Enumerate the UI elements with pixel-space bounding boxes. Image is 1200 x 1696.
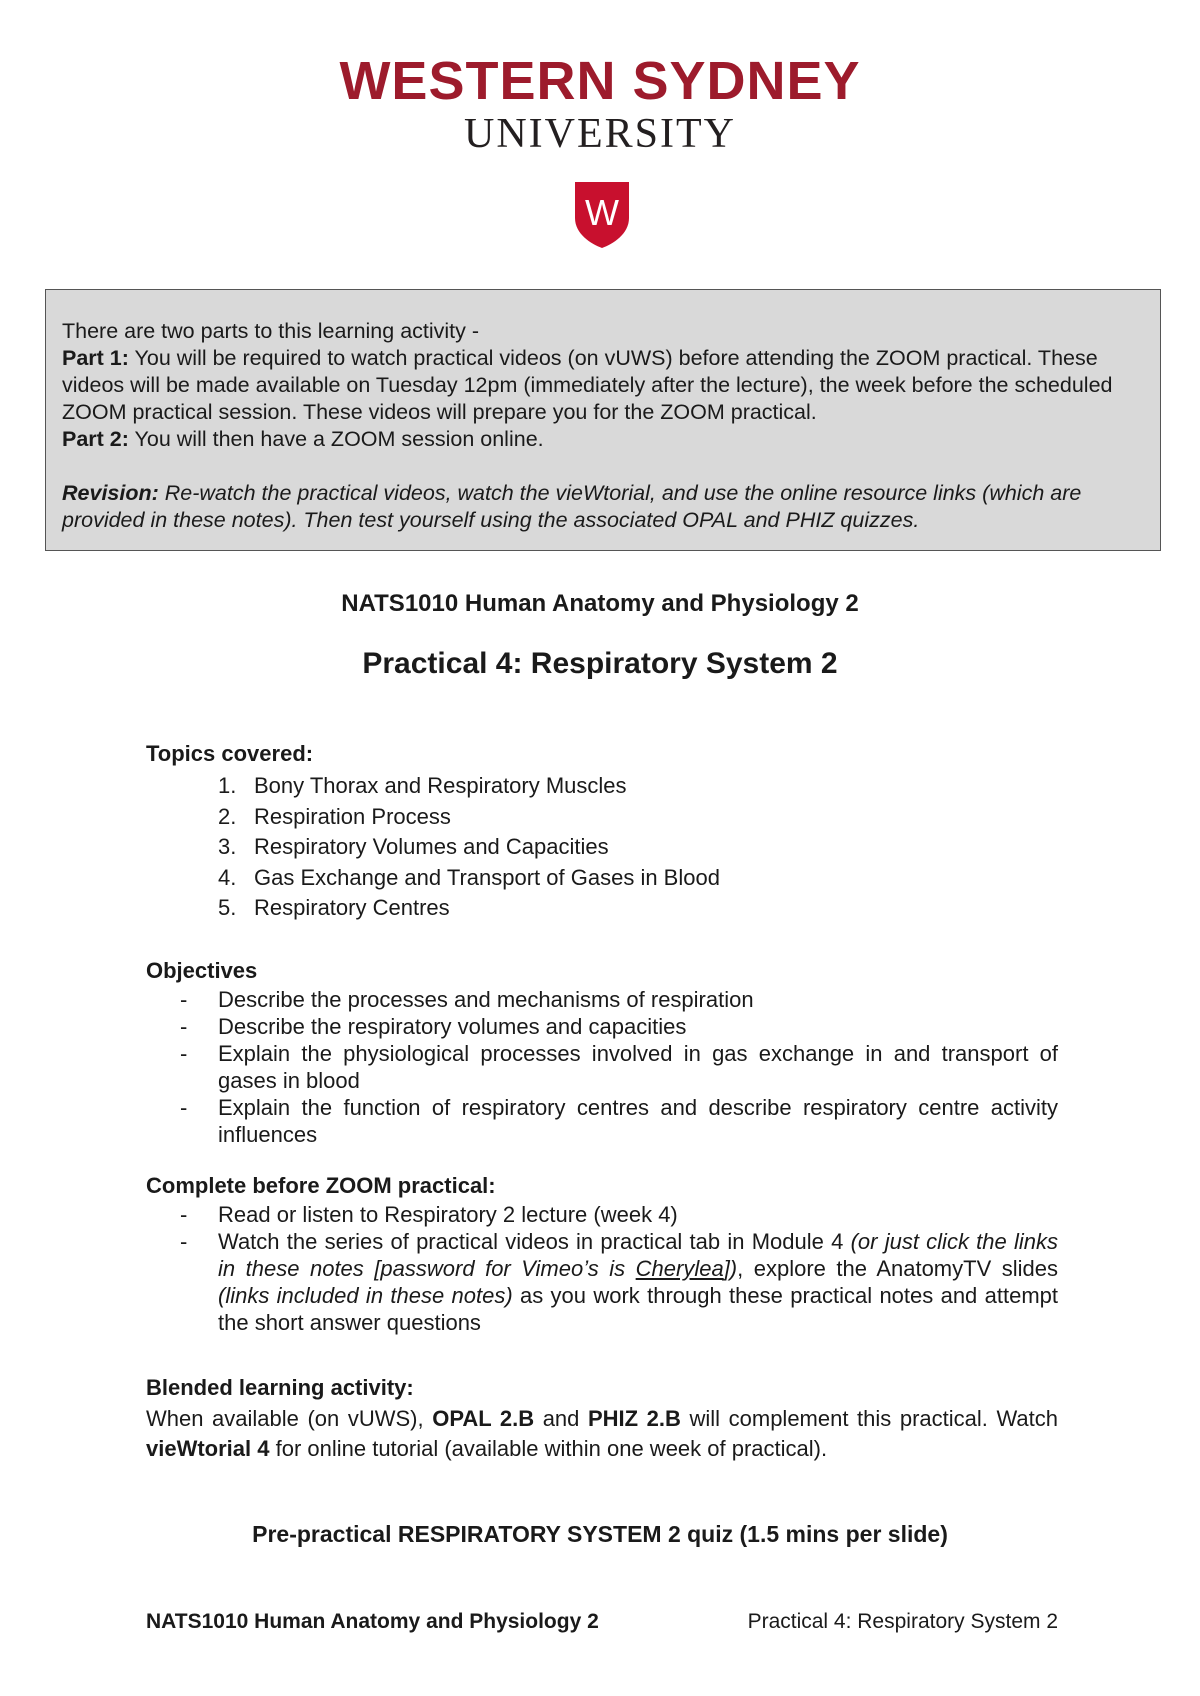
blended-text: When available (on vUWS), OPAL 2.B and PHIZ 2.B will complement this practical. Watch vieWtorial 4 for online tutorial (available within one week of practical). bbox=[146, 1406, 1058, 1461]
part2-label: Part 2: bbox=[62, 427, 129, 451]
list-item: 4. Gas Exchange and Transport of Gases in Blood bbox=[218, 864, 720, 890]
practical-title: Practical 4: Respiratory System 2 bbox=[362, 647, 838, 680]
objectives-list bbox=[146, 986, 1058, 1148]
list-item: - Watch the series of practical videos in practical tab in Module 4 (or just click the links in these notes [password for Vimeo’s is Cherylea]), explore the AnatomyTV slides (links included in these notes) as you work through these practical notes and attempt the short answer questions bbox=[180, 1229, 1059, 1335]
part2-text: You will then have a ZOOM session online. bbox=[128, 427, 544, 451]
list-item: - Explain the physiological processes involved in gas exchange in and transport of gases in blood bbox=[180, 1041, 1058, 1093]
objectives-section bbox=[146, 957, 1058, 1148]
notice-revision bbox=[62, 480, 1144, 534]
list-item: 3. Respiratory Volumes and Capacities bbox=[218, 834, 609, 859]
blended-heading: Blended learning activity: bbox=[146, 1375, 414, 1400]
topics-list bbox=[146, 771, 1058, 924]
part1-label: Part 1: bbox=[62, 346, 129, 370]
blended-section bbox=[146, 1374, 1058, 1464]
notice-part2 bbox=[62, 426, 1144, 453]
topics-section bbox=[146, 740, 1058, 924]
course-title: NATS1010 Human Anatomy and Physiology 2 bbox=[341, 590, 859, 617]
notice-intro: There are two parts to this learning activity - bbox=[62, 319, 480, 343]
university-shield-icon bbox=[573, 180, 631, 250]
opal-quiz-ref: OPAL 2.B bbox=[432, 1406, 535, 1431]
list-item: - Explain the function of respiratory centres and describe respiratory centre activity influences bbox=[180, 1095, 1058, 1147]
logo-wordmark-line2: UNIVERSITY bbox=[464, 111, 736, 157]
notice-part1 bbox=[62, 345, 1144, 426]
list-item: 1. Bony Thorax and Respiratory Muscles bbox=[218, 773, 627, 798]
shield-letter: W bbox=[585, 192, 619, 233]
before-zoom-heading: Complete before ZOOM practical: bbox=[146, 1173, 496, 1198]
list-item: - Read or listen to Respiratory 2 lecture (week 4) bbox=[180, 1202, 678, 1227]
quiz-title: Pre-practical RESPIRATORY SYSTEM 2 quiz (1.5 mins per slide) bbox=[252, 1521, 948, 1547]
objectives-heading: Objectives bbox=[146, 958, 258, 983]
vimeo-password: Cherylea bbox=[635, 1256, 724, 1281]
part1-text: You will be required to watch practical videos (on vUWS) before attending the ZOOM practical. These videos will be made available on Tuesday 12pm (immediately after the lecture), the week before the scheduled ZOOM practical session. These videos will prepare you for the ZOOM practical. bbox=[62, 346, 1113, 424]
topics-heading: Topics covered: bbox=[146, 741, 314, 766]
university-logo bbox=[0, 0, 1200, 270]
logo-wordmark-line1: WESTERN SYDNEY bbox=[339, 51, 861, 111]
before-zoom-list bbox=[146, 1201, 1058, 1336]
revision-label: Revision: bbox=[62, 481, 159, 505]
list-item: 2. Respiration Process bbox=[218, 803, 451, 829]
viewtorial-ref: vieWtorial 4 bbox=[146, 1436, 270, 1461]
before-zoom-section bbox=[146, 1172, 1058, 1336]
list-item: - Describe the respiratory volumes and capacities bbox=[180, 1014, 687, 1039]
list-item: - Describe the processes and mechanisms of respiration bbox=[180, 987, 754, 1012]
phiz-quiz-ref: PHIZ 2.B bbox=[587, 1406, 681, 1431]
list-item: 5. Respiratory Centres bbox=[218, 895, 450, 920]
revision-text: Re-watch the practical videos, watch the vieWtorial, and use the online resource links (which are provided in these notes). Then test yourself using the associated OPAL and PHIZ quizzes. bbox=[62, 481, 1082, 532]
footer-practical: Practical 4: Respiratory System 2 bbox=[747, 1610, 1058, 1633]
footer-course: NATS1010 Human Anatomy and Physiology 2 bbox=[146, 1610, 599, 1633]
activity-notice-box bbox=[45, 289, 1161, 551]
